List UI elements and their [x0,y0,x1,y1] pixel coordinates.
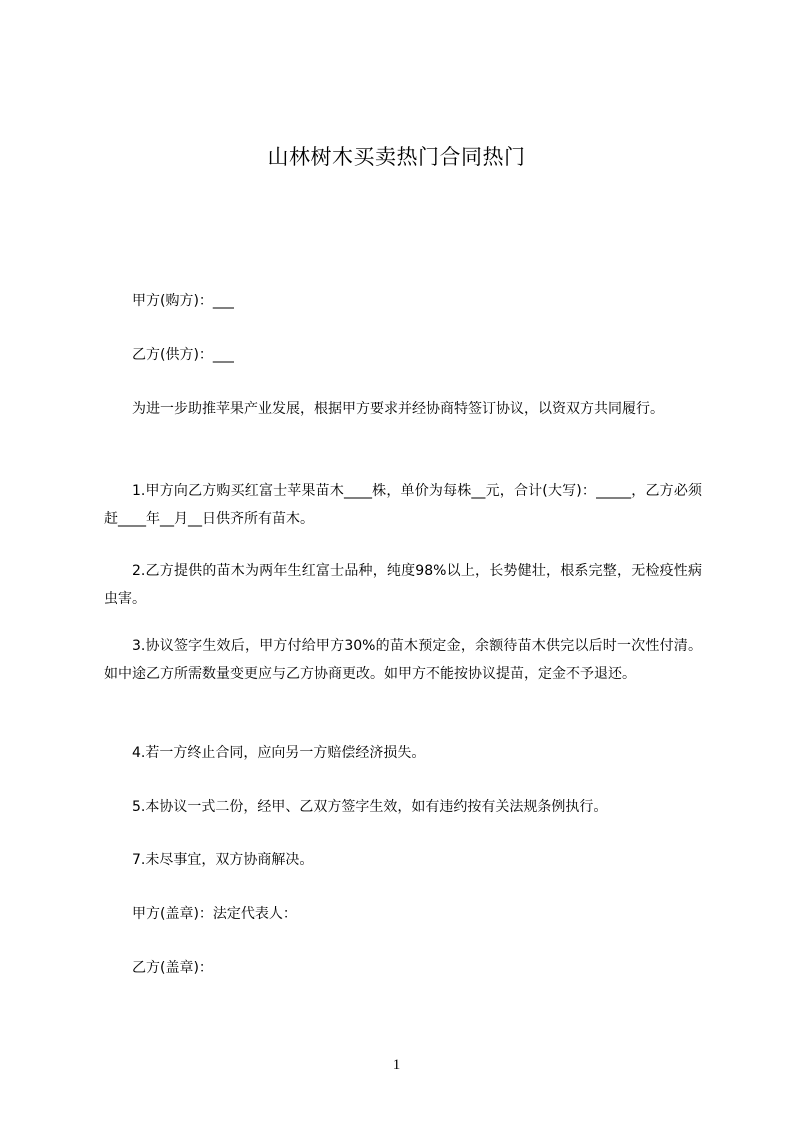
clause-1: 1.甲方向乙方购买红富士苹果苗木____株，单价为每株__元，合计(大写)：_____，乙方必须赶____年__月__日供齐所有苗木。 [104,483,702,527]
preamble-paragraph: 为进一步助推苹果产业发展，根据甲方要求并经协商特签订协议，以资双方共同履行。 [132,401,664,417]
party-b-supplier: 乙方(供方)：___ [132,347,234,363]
document-title: 山林树木买卖热门合同热门 [267,145,526,169]
party-b-signature-line: 乙方(盖章)： [132,960,213,976]
clause-5: 5.本协议一式二份，经甲、乙双方签字生效，如有违约按有关法规条例执行。 [132,799,608,815]
party-a-buyer: 甲方(购方)：___ [132,293,234,309]
clause-2: 2.乙方提供的苗木为两年生红富士品种，纯度98%以上，长势健壮，根系完整，无检疫性病虫害。 [104,563,702,607]
page-number: 1 [392,1057,401,1073]
clause-4: 4.若一方终止合同，应向另一方赔偿经济损失。 [132,745,426,761]
clause-3: 3.协议签字生效后，甲方付给甲方30%的苗木预定金，余额待苗木供完以后时一次性付清。如中途乙方所需数量变更应与乙方协商更改。如甲方不能按协议提苗，定金不予退还。 [104,638,702,682]
party-a-signature-line: 甲方(盖章)：法定代表人： [132,906,297,922]
clause-7: 7.未尽事宜，双方协商解决。 [132,852,314,868]
